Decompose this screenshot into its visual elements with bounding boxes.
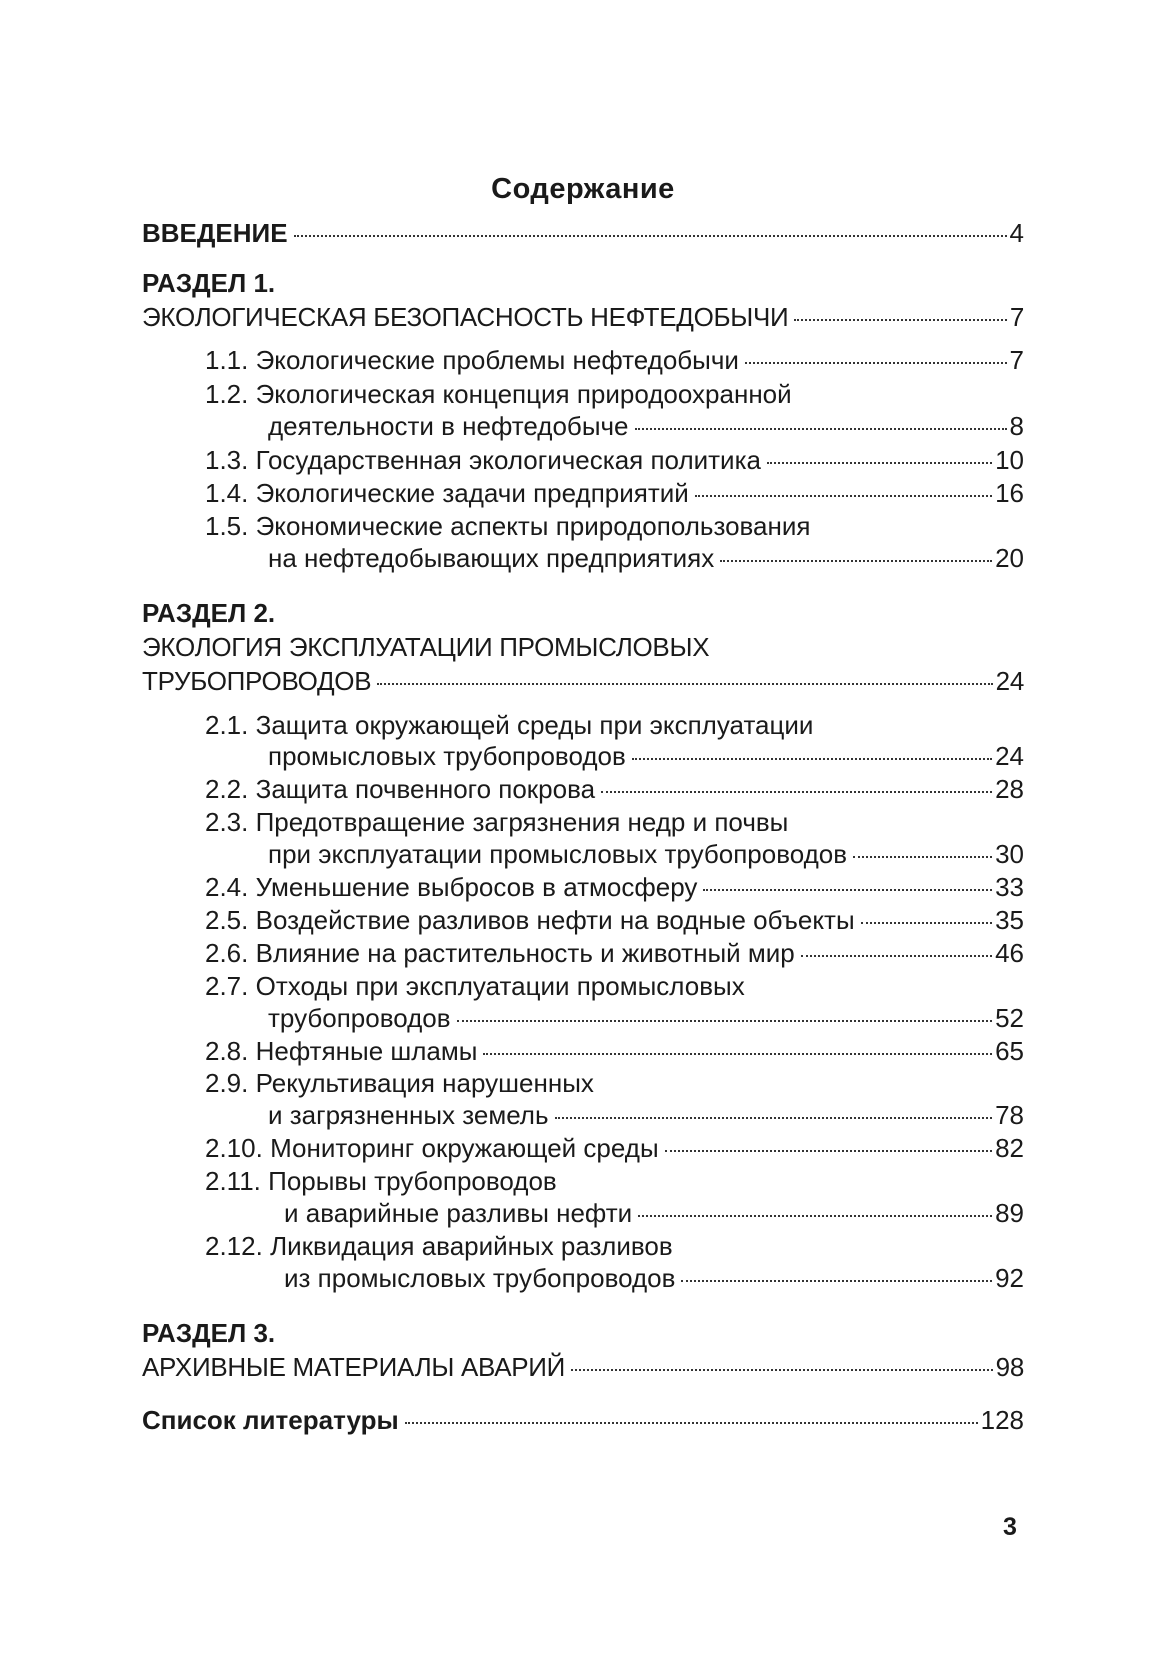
toc-entry-1-1[interactable]: [205, 343, 1024, 377]
dot-leader: [294, 235, 1007, 237]
toc-entry-1-2[interactable]: [205, 377, 792, 411]
toc-page-number: 8: [1009, 411, 1024, 441]
toc-entry-2-12[interactable]: [205, 1229, 673, 1263]
section-2-heading: РАЗДЕЛ 2.: [142, 598, 276, 628]
dot-leader: [638, 1215, 992, 1217]
dot-leader: [681, 1280, 992, 1282]
toc-entry-label: Защита окружающей среды при эксплуатации: [255, 710, 814, 740]
toc-entry-2-7-cont[interactable]: [268, 1001, 1024, 1035]
section-3-heading: РАЗДЕЛ 3.: [142, 1318, 276, 1348]
toc-entry-label: и загрязненных земель: [268, 1100, 549, 1130]
toc-page-number: 24: [995, 741, 1024, 771]
toc-page-number: 10: [995, 445, 1024, 475]
dot-leader: [767, 462, 992, 464]
toc-entry-2-9-cont[interactable]: [268, 1098, 1024, 1132]
toc-entry-number: 2.3.: [205, 807, 249, 837]
toc-entry-label: Воздействие разливов нефти на водные объекты: [255, 905, 855, 935]
toc-entry-2-9[interactable]: [205, 1066, 594, 1100]
toc-entry-2-4[interactable]: [205, 870, 1024, 904]
toc-entry-label: из промысловых трубопроводов: [284, 1263, 676, 1293]
toc-entry-2-2[interactable]: [205, 772, 1024, 806]
toc-entry-number: 1.3.: [205, 445, 249, 475]
dot-leader: [632, 758, 992, 760]
toc-entry-1-4[interactable]: [205, 476, 1024, 510]
toc-entry-label: Рекультивация нарушенных: [255, 1068, 594, 1098]
dot-leader: [703, 889, 992, 891]
toc-entry-1-3[interactable]: [205, 443, 1024, 477]
toc-entry-number: 2.6.: [205, 938, 249, 968]
toc-entry-label: деятельности в нефтедобыче: [268, 411, 629, 441]
toc-page-number: 33: [995, 872, 1024, 902]
toc-page-number: 35: [995, 905, 1024, 935]
toc-entry-label: АРХИВНЫЕ МАТЕРИАЛЫ АВАРИЙ: [142, 1352, 566, 1382]
toc-entry-references[interactable]: [142, 1403, 1024, 1437]
dot-leader: [457, 1020, 993, 1022]
toc-entry-number: 2.9.: [205, 1068, 249, 1098]
toc-entry-intro[interactable]: [142, 216, 1024, 250]
toc-page-number: 52: [995, 1003, 1024, 1033]
section-2-title: ЭКОЛОГИЯ ЭКСПЛУАТАЦИИ ПРОМЫСЛОВЫХ: [142, 632, 710, 662]
toc-page-number: 89: [995, 1198, 1024, 1228]
toc-page-number: 20: [995, 543, 1024, 573]
dot-leader: [794, 319, 1006, 321]
toc-entry-2-6[interactable]: [205, 936, 1024, 970]
dot-leader: [853, 856, 992, 858]
toc-page-number: 78: [995, 1100, 1024, 1130]
toc-entry-label: Нефтяные шламы: [255, 1036, 478, 1066]
toc-entry-1-5-cont[interactable]: [268, 541, 1024, 575]
toc-entry-number: 2.4.: [205, 872, 249, 902]
toc-entry-label: Защита почвенного покрова: [255, 774, 596, 804]
dot-leader: [405, 1422, 978, 1424]
toc-entry-number: 2.10.: [205, 1133, 263, 1163]
toc-entry-label: Отходы при эксплуатации промысловых: [255, 971, 745, 1001]
toc-entry-label: трубопроводов: [268, 1003, 451, 1033]
dot-leader: [377, 683, 992, 685]
toc-entry-number: 2.1.: [205, 710, 249, 740]
toc-entry-number: 2.11.: [205, 1166, 261, 1196]
dot-leader: [665, 1150, 992, 1152]
toc-page-number: 82: [995, 1133, 1024, 1163]
toc-entry-number: 2.5.: [205, 905, 249, 935]
dot-leader: [635, 428, 1007, 430]
toc-entry-number: 1.2.: [205, 379, 249, 409]
toc-page-number: 128: [980, 1405, 1024, 1435]
toc-entry-label: Влияние на растительность и животный мир: [255, 938, 795, 968]
toc-entry-2-10[interactable]: [205, 1131, 1024, 1165]
toc-page-number: 46: [995, 938, 1024, 968]
toc-entry-2-7[interactable]: [205, 969, 745, 1003]
toc-entry-number: 2.8.: [205, 1036, 249, 1066]
toc-page-number: 7: [1009, 345, 1024, 375]
toc-entry-number: 1.4.: [205, 478, 249, 508]
dot-leader: [720, 560, 992, 562]
dot-leader: [801, 955, 992, 957]
toc-entry-number: 2.2.: [205, 774, 249, 804]
toc-entry-number: 1.1.: [205, 345, 249, 375]
toc-entry-2-3[interactable]: [205, 805, 788, 839]
toc-entry-2-8[interactable]: [205, 1034, 1024, 1068]
toc-entry-section-3[interactable]: [142, 1350, 1024, 1384]
toc-entry-number: 2.12.: [205, 1231, 263, 1261]
page-title: Содержание: [491, 173, 675, 205]
toc-entry-label: Предотвращение загрязнения недр и почвы: [255, 807, 789, 837]
toc-entry-label: промысловых трубопроводов: [268, 741, 626, 771]
toc-entry-2-5[interactable]: [205, 903, 1024, 937]
dot-leader: [861, 922, 992, 924]
toc-entry-section-2[interactable]: [142, 664, 1024, 698]
toc-entry-2-1-cont[interactable]: [268, 739, 1024, 773]
toc-entry-label: ЭКОЛОГИЧЕСКАЯ БЕЗОПАСНОСТЬ НЕФТЕДОБЫЧИ: [142, 302, 789, 332]
toc-entry-label: ВВЕДЕНИЕ: [142, 218, 288, 248]
dot-leader: [483, 1053, 992, 1055]
toc-entry-2-12-cont[interactable]: [284, 1261, 1024, 1295]
toc-page-number: 92: [995, 1263, 1024, 1293]
toc-entry-label: Экономические аспекты природопользования: [255, 511, 811, 541]
toc-entry-label: Экологическая концепция природоохранной: [255, 379, 792, 409]
toc-entry-label: Порывы трубопроводов: [268, 1166, 557, 1196]
toc-entry-label: на нефтедобывающих предприятиях: [268, 543, 715, 573]
toc-page-number: 16: [995, 478, 1024, 508]
toc-entry-label: ТРУБОПРОВОДОВ: [142, 666, 372, 696]
toc-entry-label: Экологические проблемы нефтедобычи: [255, 345, 739, 375]
toc-page-number: 98: [995, 1352, 1024, 1382]
toc-entry-label: Экологические задачи предприятий: [255, 478, 689, 508]
dot-leader: [555, 1117, 993, 1119]
dot-leader: [745, 362, 1007, 364]
toc-page-number: 65: [995, 1036, 1024, 1066]
toc-page-number: 28: [995, 774, 1024, 804]
toc-entry-1-2-cont[interactable]: [268, 409, 1024, 443]
dot-leader: [571, 1369, 993, 1371]
section-1-heading: РАЗДЕЛ 1.: [142, 268, 276, 298]
toc-entry-1-5[interactable]: [205, 509, 810, 543]
toc-entry-2-11-cont[interactable]: [284, 1196, 1024, 1230]
toc-page-number: 30: [995, 839, 1024, 869]
toc-entry-label: и аварийные разливы нефти: [284, 1198, 633, 1228]
toc-entry-2-1[interactable]: [205, 708, 813, 742]
toc-page-number: 7: [1009, 302, 1024, 332]
toc-entry-label: Уменьшение выбросов в атмосферу: [255, 872, 698, 902]
toc-entry-label: Ликвидация аварийных разливов: [270, 1231, 673, 1261]
toc-entry-label: Государственная экологическая политика: [255, 445, 761, 475]
toc-entry-2-3-cont[interactable]: [268, 837, 1024, 871]
dot-leader: [601, 791, 992, 793]
toc-page-number: 4: [1009, 218, 1024, 248]
toc-entry-2-11[interactable]: [205, 1164, 557, 1198]
toc-entry-label: Список литературы: [142, 1405, 399, 1435]
toc-entry-label: Мониторинг окружающей среды: [270, 1133, 659, 1163]
toc-entry-label: при эксплуатации промысловых трубопроводов: [268, 839, 848, 869]
page-number: 3: [1003, 1513, 1017, 1541]
toc-entry-number: 1.5.: [205, 511, 249, 541]
toc-entry-number: 2.7.: [205, 971, 249, 1001]
dot-leader: [695, 495, 992, 497]
toc-page-number: 24: [995, 666, 1024, 696]
toc-entry-section-1[interactable]: [142, 300, 1024, 334]
